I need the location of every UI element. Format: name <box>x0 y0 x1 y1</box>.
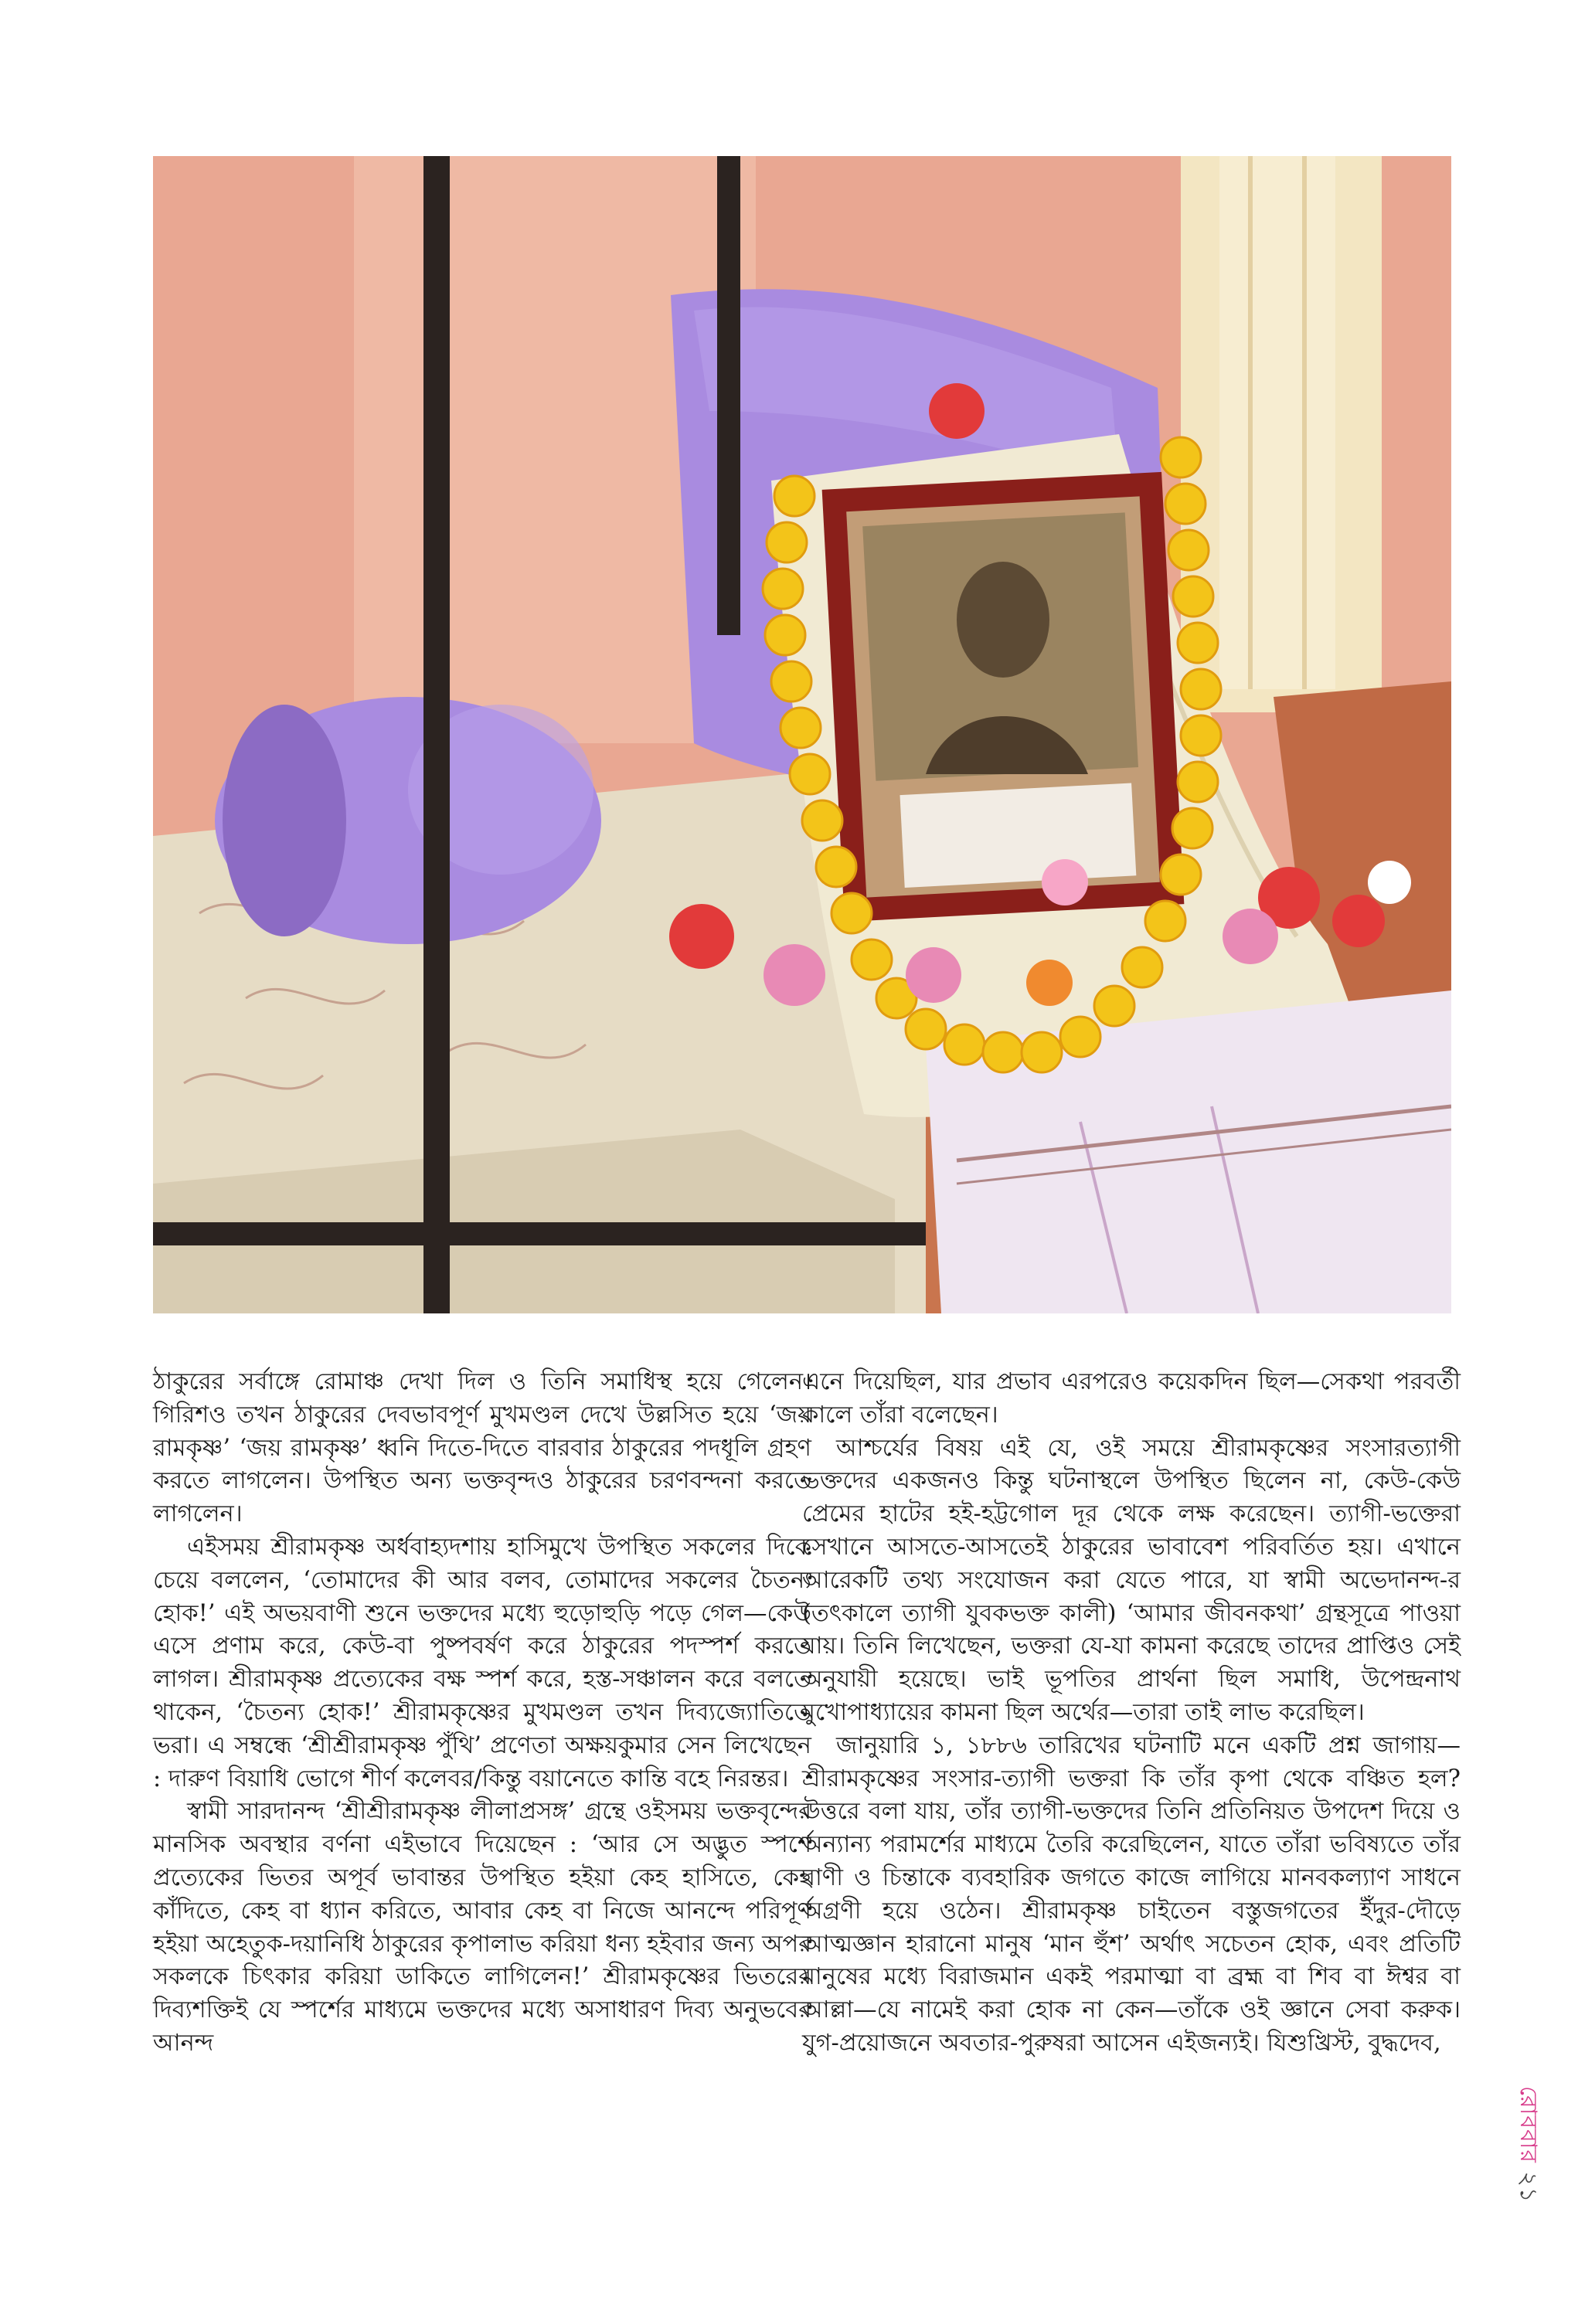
bed-post-left <box>423 156 450 1313</box>
paragraph: স্বামী সারদানন্দ ‘শ্রীশ্রীরামকৃষ্ণ লীলাপ্রসঙ্গ’ গ্রন্থে ওইসময় ভক্তবৃন্দের মানসিক অবস্থার বর্ণনা এইভাবে দিয়েছেন : ‘আর সে অদ্ভুত স্পর্শে প্রত্যেকের ভিতর অপূর্ব ভাবান্তর উপস্থিত হইয়া কেহ হাসিতে, কেহ কাঁদিতে, কেহ বা ধ্যান করিতে, আবার কেহ বা নিজে আনন্দে পরিপূর্ণ হইয়া অহেতুক-দয়ানিধি ঠাকুরের কৃপালাভ করিয়া ধন্য হইবার জন্য অপর সকলকে চিৎকার করিয়া ডাকিতে লাগিলেন!’ শ্রীরামকৃষ্ণের ভিতরের দিব্যশক্তিই যে স্পর্শের মাধ্যমে ভক্তদের মধ্যে অসাধারণ দিব্য অনুভবের আনন্দ <box>153 1798 811 2057</box>
page-folio <box>1508 2086 1548 2203</box>
paragraph: জানুয়ারি ১, ১৮৮৬ তারিখের ঘটনাটি মনে একটি প্রশ্ন জাগায়—শ্রীরামকৃষ্ণের সংসার-ত্যাগী ভক্তরা কি তাঁর কৃপা থেকে বঞ্চিত হল? উত্তরে বলা যায়, তাঁর ত্যাগী-ভক্তদের তিনি প্রতিনিয়ত উপদেশ দিয়ে ও অন্যান্য পরামর্শের মাধ্যমে তৈরি করেছিলেন, যাতে তাঁরা ভবিষ্যতে তাঁর বাণী ও চিন্তাকে ব্যবহারিক জগতে কাজে লাগিয়ে মানবকল্যাণ সাধনে অগ্রণী হয়ে ওঠেন। শ্রীরামকৃষ্ণ চাইতেন বস্তুজগতের ইঁদুর-দৌড়ে আত্মজ্ঞান হারানো মানুষ ‘মান হুঁশ’ অর্থাৎ সচেতন হোক, এবং প্রতিটি মানুষের মধ্যে বিরাজমান একই পরমাত্মা বা ব্রহ্ম বা শিব বা ঈশ্বর বা আল্লা—যে নামেই করা হোক না কেন—তাঁকে ওই জ্ঞানে সেবা করুক। যুগ-প্রয়োজনে অবতার-পুরুষরা আসেন এইজন্যই। যিশুখ্রিস্ট, বুদ্ধদেব, <box>802 1731 1461 2057</box>
article-photo <box>153 156 1451 1313</box>
door-panel <box>1219 156 1335 689</box>
page-number: ২১ <box>1515 2171 1542 2203</box>
paragraph: এইসময় শ্রীরামকৃষ্ণ অর্ধবাহ্যদশায় হাসিমুখে উপস্থিত সকলের দিকে চেয়ে বললেন, ‘তোমাদের কী আর বলব, তোমাদের সকলের চৈতন্য হোক!’ এই অভয়বাণী শুনে ভক্তদের মধ্যে হুড়োহুড়ি পড়ে গেল—কেউ এসে প্রণাম করে, কেউ-বা পুষ্পবর্ষণ করে ঠাকুরের পদস্পর্শ করতে লাগল। শ্রীরামকৃষ্ণ প্রত্যেকের বক্ষ স্পর্শ করে, হস্ত-সঞ্চালন করে বলতে থাকেন, ‘চৈতন্য হোক!’ শ্রীরামকৃষ্ণের মুখমণ্ডল তখন দিব্যজ্যোতিতে ভরা। এ সম্বন্ধে ‘শ্রীশ্রীরামকৃষ্ণ পুঁথি’ প্রণেতা অক্ষয়কুমার সেন লিখেছেন : দারুণ বিয়াধি ভোগে শীর্ণ কলেবর/কিন্তু বয়ানেতে কান্তি বহে নিরন্তর। <box>153 1533 811 1792</box>
bed-post-right <box>717 156 740 635</box>
article-column-left <box>153 1366 811 2061</box>
paragraph: এনে দিয়েছিল, যার প্রভাব এরপরেও কয়েকদিন ছিল—সেকথা পরবর্তী কালে তাঁরা বলেছেন। <box>802 1368 1461 1429</box>
article-column-right <box>802 1366 1461 2061</box>
magazine-name: রোববার <box>1515 2086 1542 2163</box>
paragraph: ঠাকুরের সর্বাঙ্গে রোমাঞ্চ দেখা দিল ও তিনি সমাধিস্থ হয়ে গেলেন। গিরিশও তখন ঠাকুরের দেবভাবপূর্ণ মুখমণ্ডল দেখে উল্লসিত হয়ে ‘জয় রামকৃষ্ণ’ ‘জয় রামকৃষ্ণ’ ধ্বনি দিতে-দিতে বারবার ঠাকুরের পদধূলি গ্রহণ করতে লাগলেন। উপস্থিত অন্য ভক্তবৃন্দও ঠাকুরের চরণবন্দনা করতে লাগলেন। <box>153 1368 811 1528</box>
paragraph: আশ্চর্যের বিষয় এই যে, ওই সময়ে শ্রীরামকৃষ্ণের সংসারত্যাগী ভক্তদের একজনও কিন্তু ঘটনাস্থলে উপস্থিত ছিলেন না, কেউ-কেউ প্রেমের হাটের হই-হট্টগোল দূর থেকে লক্ষ করেছেন। ত্যাগী-ভক্তেরা সেখানে আসতে-আসতেই ঠাকুরের ভাবাবেশ পরিবর্তিত হয়। এখানে আরেকটি তথ্য সংযোজন করা যেতে পারে, যা স্বামী অভেদানন্দ-র (তৎকালে ত্যাগী যুবকভক্ত কালী) ‘আমার জীবনকথা’ গ্রন্থসূত্রে পাওয়া যায়। তিনি লিখেছেন, ভক্তরা যে-যা কামনা করেছে তাদের প্রাপ্তিও সেই অনুযায়ী হয়েছে। ভাই ভূপতির প্রার্থনা ছিল সমাধি, উপেন্দ্রনাথ মুখোপাধ্যায়ের কামনা ছিল অর্থের—তারা তাই লাভ করেছিল। <box>802 1434 1461 1726</box>
